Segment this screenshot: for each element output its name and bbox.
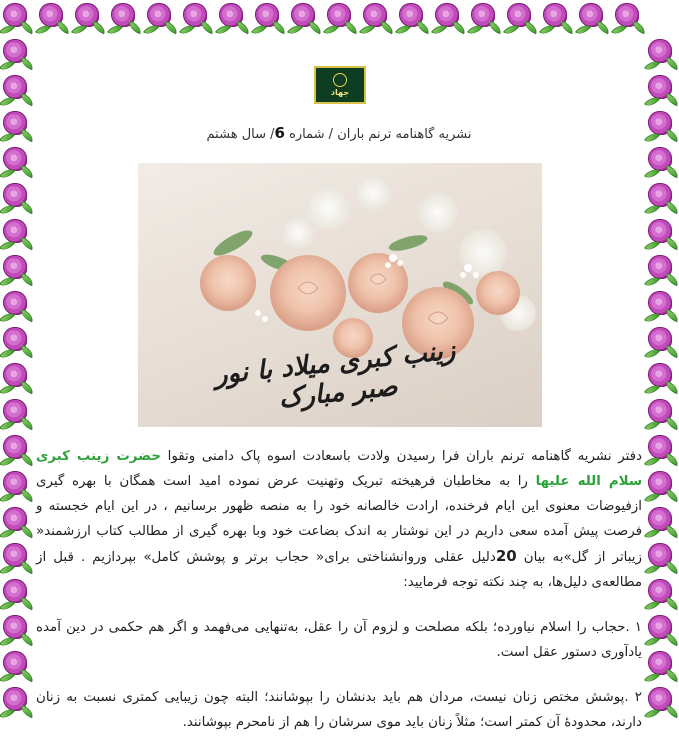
flower-icon (324, 0, 358, 34)
flower-icon (0, 36, 34, 70)
flower-icon (360, 0, 394, 34)
flower-icon (0, 144, 34, 178)
flower-icon (612, 0, 646, 34)
flower-icon (645, 576, 679, 610)
flower-icon (0, 432, 34, 466)
hero-image (138, 163, 542, 427)
list-item-1: ۱ .حجاب را اسلام نیاورده؛ بلکه مصلحت و لزوم آن را عقل، به‌تنهایی می‌فهمد و اگر هم حکمی در دین آمده یادآوری دستور عقل است. (36, 620, 642, 660)
emblem-icon (333, 73, 347, 87)
flower-icon (252, 0, 286, 34)
flower-icon (645, 648, 679, 682)
flower-icon (645, 432, 679, 466)
flower-icon (0, 612, 34, 646)
flower-icon (396, 0, 430, 34)
flower-icon (0, 324, 34, 358)
flower-icon (645, 216, 679, 250)
flower-icon (0, 576, 34, 610)
flower-icon (0, 72, 34, 106)
flower-icon (0, 504, 34, 538)
flower-icon (645, 396, 679, 430)
flower-icon (645, 36, 679, 70)
flower-icon (0, 648, 34, 682)
flower-icon (645, 252, 679, 286)
flower-icon (144, 0, 178, 34)
flower-icon (0, 288, 34, 322)
intro-text-end: دلیل عقلی وروانشناختی برای« حجاب برتر و پوشش کامل» بپردازیم . قبل از مطالعه‌ی دلیل‌ها، به چند نکته توجه فرمایید: (36, 550, 642, 590)
spacer (36, 665, 642, 685)
issue-number: 6 (274, 124, 285, 142)
flower-icon (0, 252, 34, 286)
flower-icon (216, 0, 250, 34)
issue-suffix: / سال هشتم (206, 127, 275, 142)
flower-icon (0, 108, 34, 142)
flower-icon (645, 144, 679, 178)
reason-count: 20 (495, 547, 517, 565)
flower-icon (0, 468, 34, 502)
flower-icon (645, 540, 679, 574)
flower-icon (72, 0, 106, 34)
flower-icon (645, 360, 679, 394)
flower-icon (36, 0, 70, 34)
spacer (36, 595, 642, 615)
flower-icon (645, 612, 679, 646)
intro-text-start: دفتر نشریه گاهنامه ترنم باران فرا رسیدن ولادت باسعادت اسوه پاک دامنی وتقوا (160, 449, 642, 464)
flower-icon (108, 0, 142, 34)
flower-icon (645, 108, 679, 142)
publication-logo (314, 66, 366, 104)
flower-icon (0, 216, 34, 250)
intro-text-rest: را به مخاطبان فرهیخته تبریک وتهنیت عرض نموده امید است همگان با بهره گیری ازفیوضات معنوی این ایام فرخنده، ارادت خالصانه خود را به منصه ظهور برسانیم ، در این ایام خجسته و فرصت پیش آمده سعی داریم در این نوشتار به اندک بضاعت خود وبا بهره گیری از مطالب کتاب ارزشمند« زیباتر از گل»به بیان (36, 474, 642, 565)
flower-icon (0, 684, 34, 718)
document-page (36, 40, 642, 750)
flower-icon (576, 0, 610, 34)
flower-icon (0, 396, 34, 430)
flower-icon (0, 0, 34, 34)
flower-icon (0, 540, 34, 574)
flower-icon (645, 504, 679, 538)
flower-icon (645, 468, 679, 502)
flower-icon (645, 324, 679, 358)
flower-icon (645, 288, 679, 322)
flower-icon (504, 0, 538, 34)
logo-text: جهاد (330, 88, 350, 97)
article-body (36, 444, 642, 735)
flower-icon (0, 360, 34, 394)
flower-icon (468, 0, 502, 34)
issue-prefix: نشریه گاهنامه ترنم باران / شماره (284, 127, 472, 142)
flower-icon (0, 180, 34, 214)
issue-line (36, 124, 642, 142)
flower-icon (645, 180, 679, 214)
paragraph-intro (36, 444, 642, 595)
list-item-2: ۲ .پوشش مختص زنان نیست، مردان هم باید بدنشان را بپوشانند؛ البته چون زیبایی کمتری نسبت به زنان دارند، محدودهٔ آن کمتر است؛ مثلاً زنان باید موی سرشان را هم از نامحرم بپوشانند. (36, 690, 642, 730)
flower-icon (432, 0, 466, 34)
flower-icon (180, 0, 214, 34)
flower-icon (645, 684, 679, 718)
flower-icon (645, 72, 679, 106)
calligraphy-text: زینب کبری میلاد با نور صبر مبارک (213, 335, 457, 415)
flower-icon (288, 0, 322, 34)
highlight-name: حضرت زینب کبری سلام الله علیها (36, 449, 642, 489)
flower-icon (540, 0, 574, 34)
